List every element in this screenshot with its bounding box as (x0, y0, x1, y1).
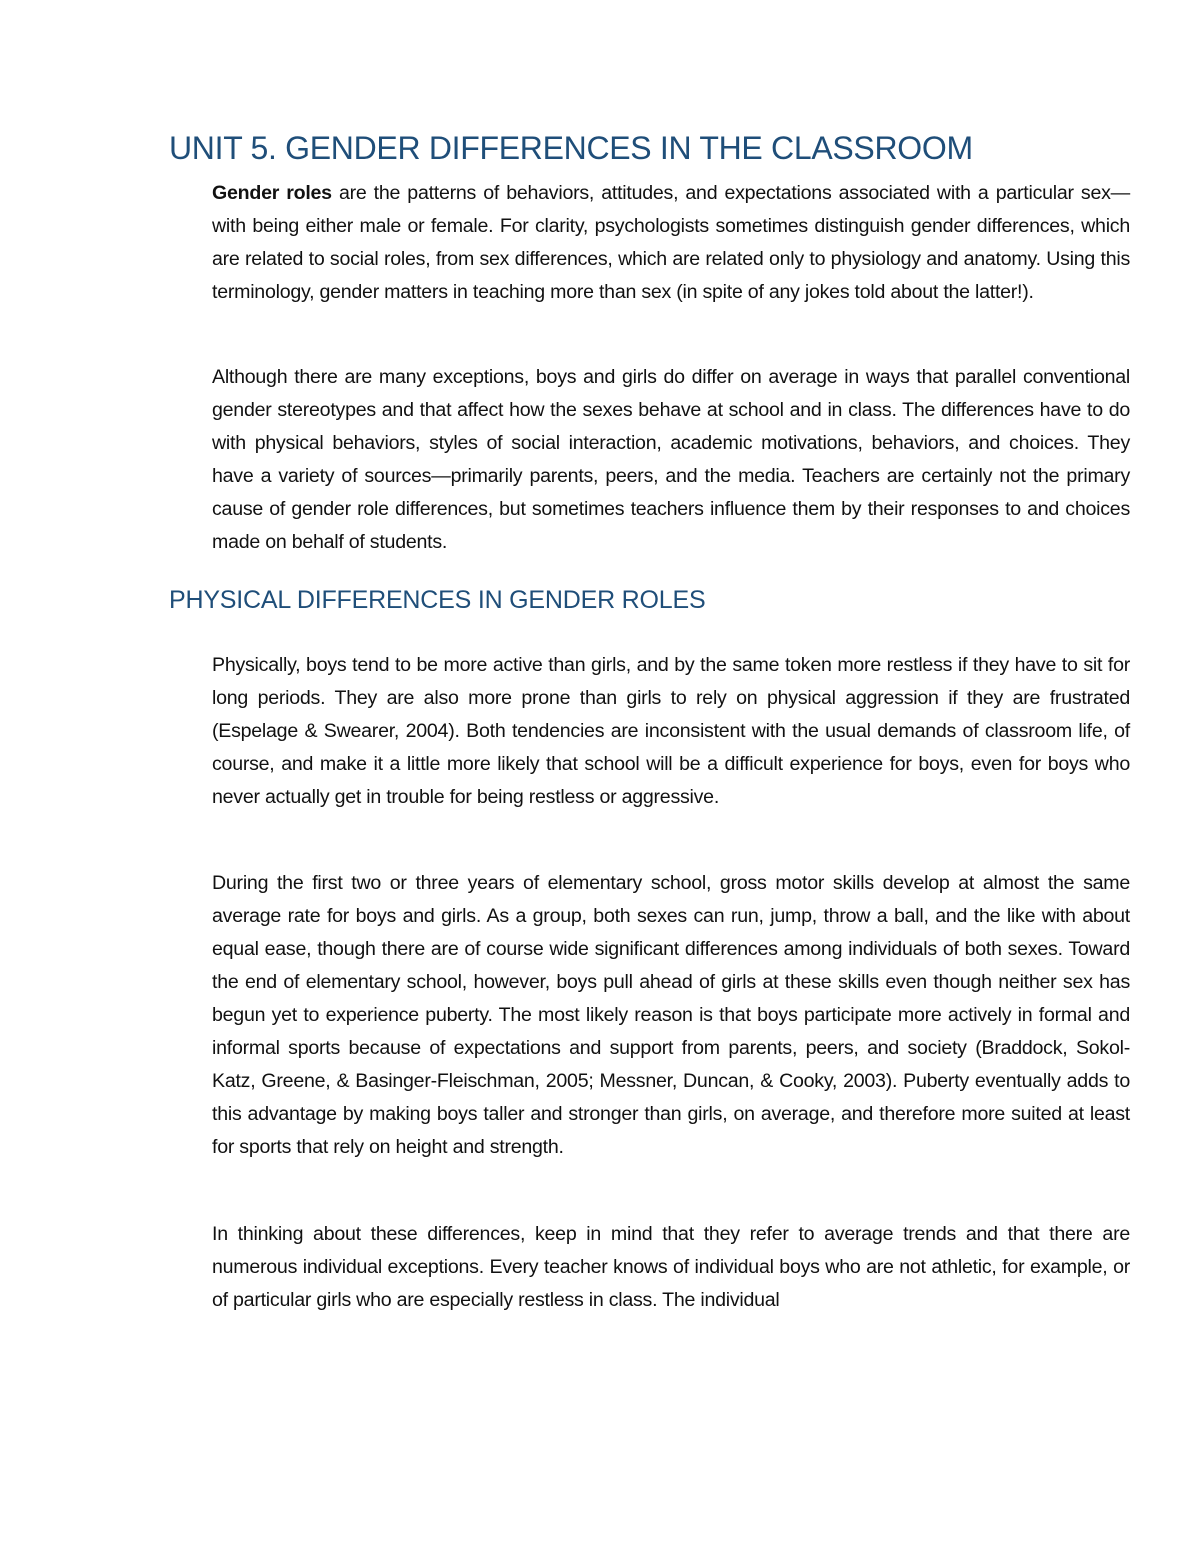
section-heading-physical-differences: PHYSICAL DIFFERENCES IN GENDER ROLES (169, 586, 706, 614)
unit-title: UNIT 5. GENDER DIFFERENCES IN THE CLASSROOM (169, 130, 973, 166)
physical-activity-paragraph: Physically, boys tend to be more active than girls, and by the same token more restless if they have to sit for long periods. They are also more prone than girls to rely on physical aggression if they are frustrated (Espelage & Swearer, 2004). Both tendencies are inconsistent with the usual demands of classroom life, of course, and make it a little more likely that school will be a difficult experience for boys, even for boys who never actually get in trouble for being restless or aggressive. (212, 654, 1130, 808)
intro-paragraph-text: are the patterns of behaviors, attitudes, and expectations associated with a particular sex—with being either male or female. For clarity, psychologists sometimes distinguish gender differences, which are related to social roles, from sex differences, which are related only to physiology and anatomy. Using this terminology, gender matters in teaching more than sex (in spite of any jokes told about the latter!). (212, 182, 1131, 303)
motor-skills-paragraph: During the first two or three years of elementary school, gross motor skills develop at almost the same average rate for boys and girls. As a group, both sexes can run, jump, throw a ball, and the like with about equal ease, though there are of course wide significant differences among individuals of both sexes. Toward the end of elementary school, however, boys pull ahead of girls at these skills even though neither sex has begun yet to experience puberty. The most likely reason is that boys participate more actively in formal and informal sports because of expectations and support from parents, peers, and society (Braddock, Sokol-Katz, Greene, & Basinger-Fleischman, 2005; Messner, Duncan, & Cooky, 2003). Puberty eventually adds to this advantage by making boys taller and stronger than girls, on average, and therefore more suited at least for sports that rely on height and strength. (212, 872, 1130, 1158)
gender-roles-term: Gender roles (212, 182, 332, 204)
stereotypes-paragraph: Although there are many exceptions, boys and girls do differ on average in ways that parallel conventional gender stereotypes and that affect how the sexes behave at school and in class. The differences have to do with physical behaviors, styles of social interaction, academic motivations, behaviors, and choices. They have a variety of sources—primarily parents, peers, and the media. Teachers are certainly not the primary cause of gender role differences, but sometimes teachers influence them by their responses to and choices made on behalf of students. (212, 366, 1130, 553)
individual-exceptions-paragraph: In thinking about these differences, keep in mind that they refer to average trends and that there are numerous individual exceptions. Every teacher knows of individual boys who are not athletic, for example, or of particular girls who are especially restless in class. The individual (212, 1223, 1130, 1311)
intro-paragraph (212, 177, 1130, 309)
